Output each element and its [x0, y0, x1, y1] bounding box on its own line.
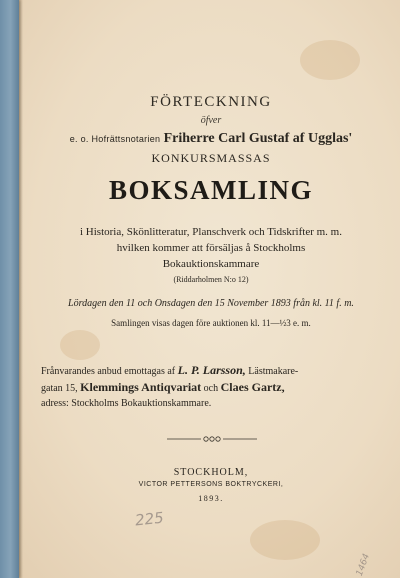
foxing-spot	[300, 40, 360, 80]
agent-klemmings: Klemmings Antiqvariat	[80, 380, 202, 394]
bids-street: Lästmakare-	[248, 366, 299, 377]
description-line: hvilken kommer att försäljas å Stockholms	[116, 242, 306, 254]
over-word: öfver	[200, 115, 222, 126]
imprint-printer: VICTOR PETTERSONS BOKTRYCKERI,	[138, 481, 284, 488]
bids-line-3: adress: Stockholms Bokauktionskammare.	[41, 398, 212, 409]
imprint-year: 1893.	[198, 494, 224, 503]
owner-name: Friherre Carl Gustaf af Ugglas'	[163, 131, 353, 146]
bids-line-2	[41, 380, 391, 395]
divider-ornament	[167, 434, 257, 444]
pencil-note: 1464	[354, 552, 373, 578]
address-note: (Riddarholmen N:o 12)	[173, 275, 249, 284]
owner-prefix: e. o. Hofrättsnotarien	[69, 134, 161, 144]
auction-dates: Lördagen den 11 och Onsdagen den 15 November 1893 från kl. 11 f. m.	[68, 298, 354, 309]
catalogue-title: FÖRTECKNING	[150, 94, 272, 110]
foxing-spot	[60, 330, 100, 360]
konkurs-line: KONKURSMASSAS	[151, 151, 271, 165]
bids-intro: Frånvarandes anbud emottagas af	[41, 366, 176, 377]
blue-spine	[0, 0, 19, 578]
foxing-spot	[250, 520, 320, 560]
headline: BOKSAMLING	[108, 175, 314, 205]
pencil-note: 225	[134, 508, 165, 530]
description-line: Bokauktionskammare	[162, 258, 260, 270]
owner-line	[22, 130, 400, 147]
description-line: i Historia, Skönlitteratur, Planschverk och Tidskrifter m. m.	[79, 226, 342, 238]
spine-shadow	[19, 0, 23, 578]
bids-street-number: gatan 15,	[41, 383, 78, 394]
bids-line-1	[41, 363, 391, 378]
viewing-times: Samlingen visas dagen före auktionen kl. 11—½3 e. m.	[111, 318, 311, 328]
bids-och: och	[203, 383, 219, 394]
agent-larsson: L. P. Larsson,	[177, 363, 246, 377]
imprint-city: STOCKHOLM,	[173, 467, 249, 478]
agent-gartz: Claes Gartz,	[220, 380, 285, 394]
